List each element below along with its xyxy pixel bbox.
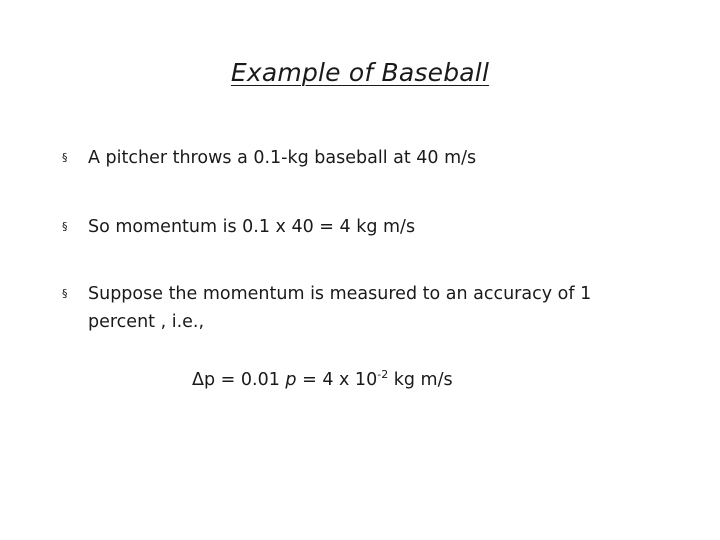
bullet-marker-icon: § [62, 287, 68, 300]
equation-exponent: -2 [377, 368, 389, 381]
equation-part: = 0.01 [215, 370, 286, 390]
bullet-text: So momentum is 0.1 x 40 = 4 kg m/s [88, 217, 416, 237]
equation-delta-p: Δp [192, 370, 216, 390]
equation-unit: kg m/s [388, 370, 453, 390]
bullet-item [62, 144, 622, 172]
momentum-uncertainty-equation [192, 366, 453, 394]
slide-title: Example of Baseball [230, 58, 490, 87]
bullet-item [62, 280, 622, 336]
bullet-text: A pitcher throws a 0.1-kg baseball at 40 m/s [88, 148, 477, 168]
equation-variable-p: p [285, 370, 297, 390]
bullet-item [62, 213, 622, 241]
equation-part: = 4 x 10 [296, 370, 378, 390]
bullet-text: Suppose the momentum is measured to an accuracy of 1 percent , i.e., [88, 284, 592, 332]
bullet-marker-icon: § [62, 220, 68, 233]
bullet-marker-icon: § [62, 151, 68, 164]
